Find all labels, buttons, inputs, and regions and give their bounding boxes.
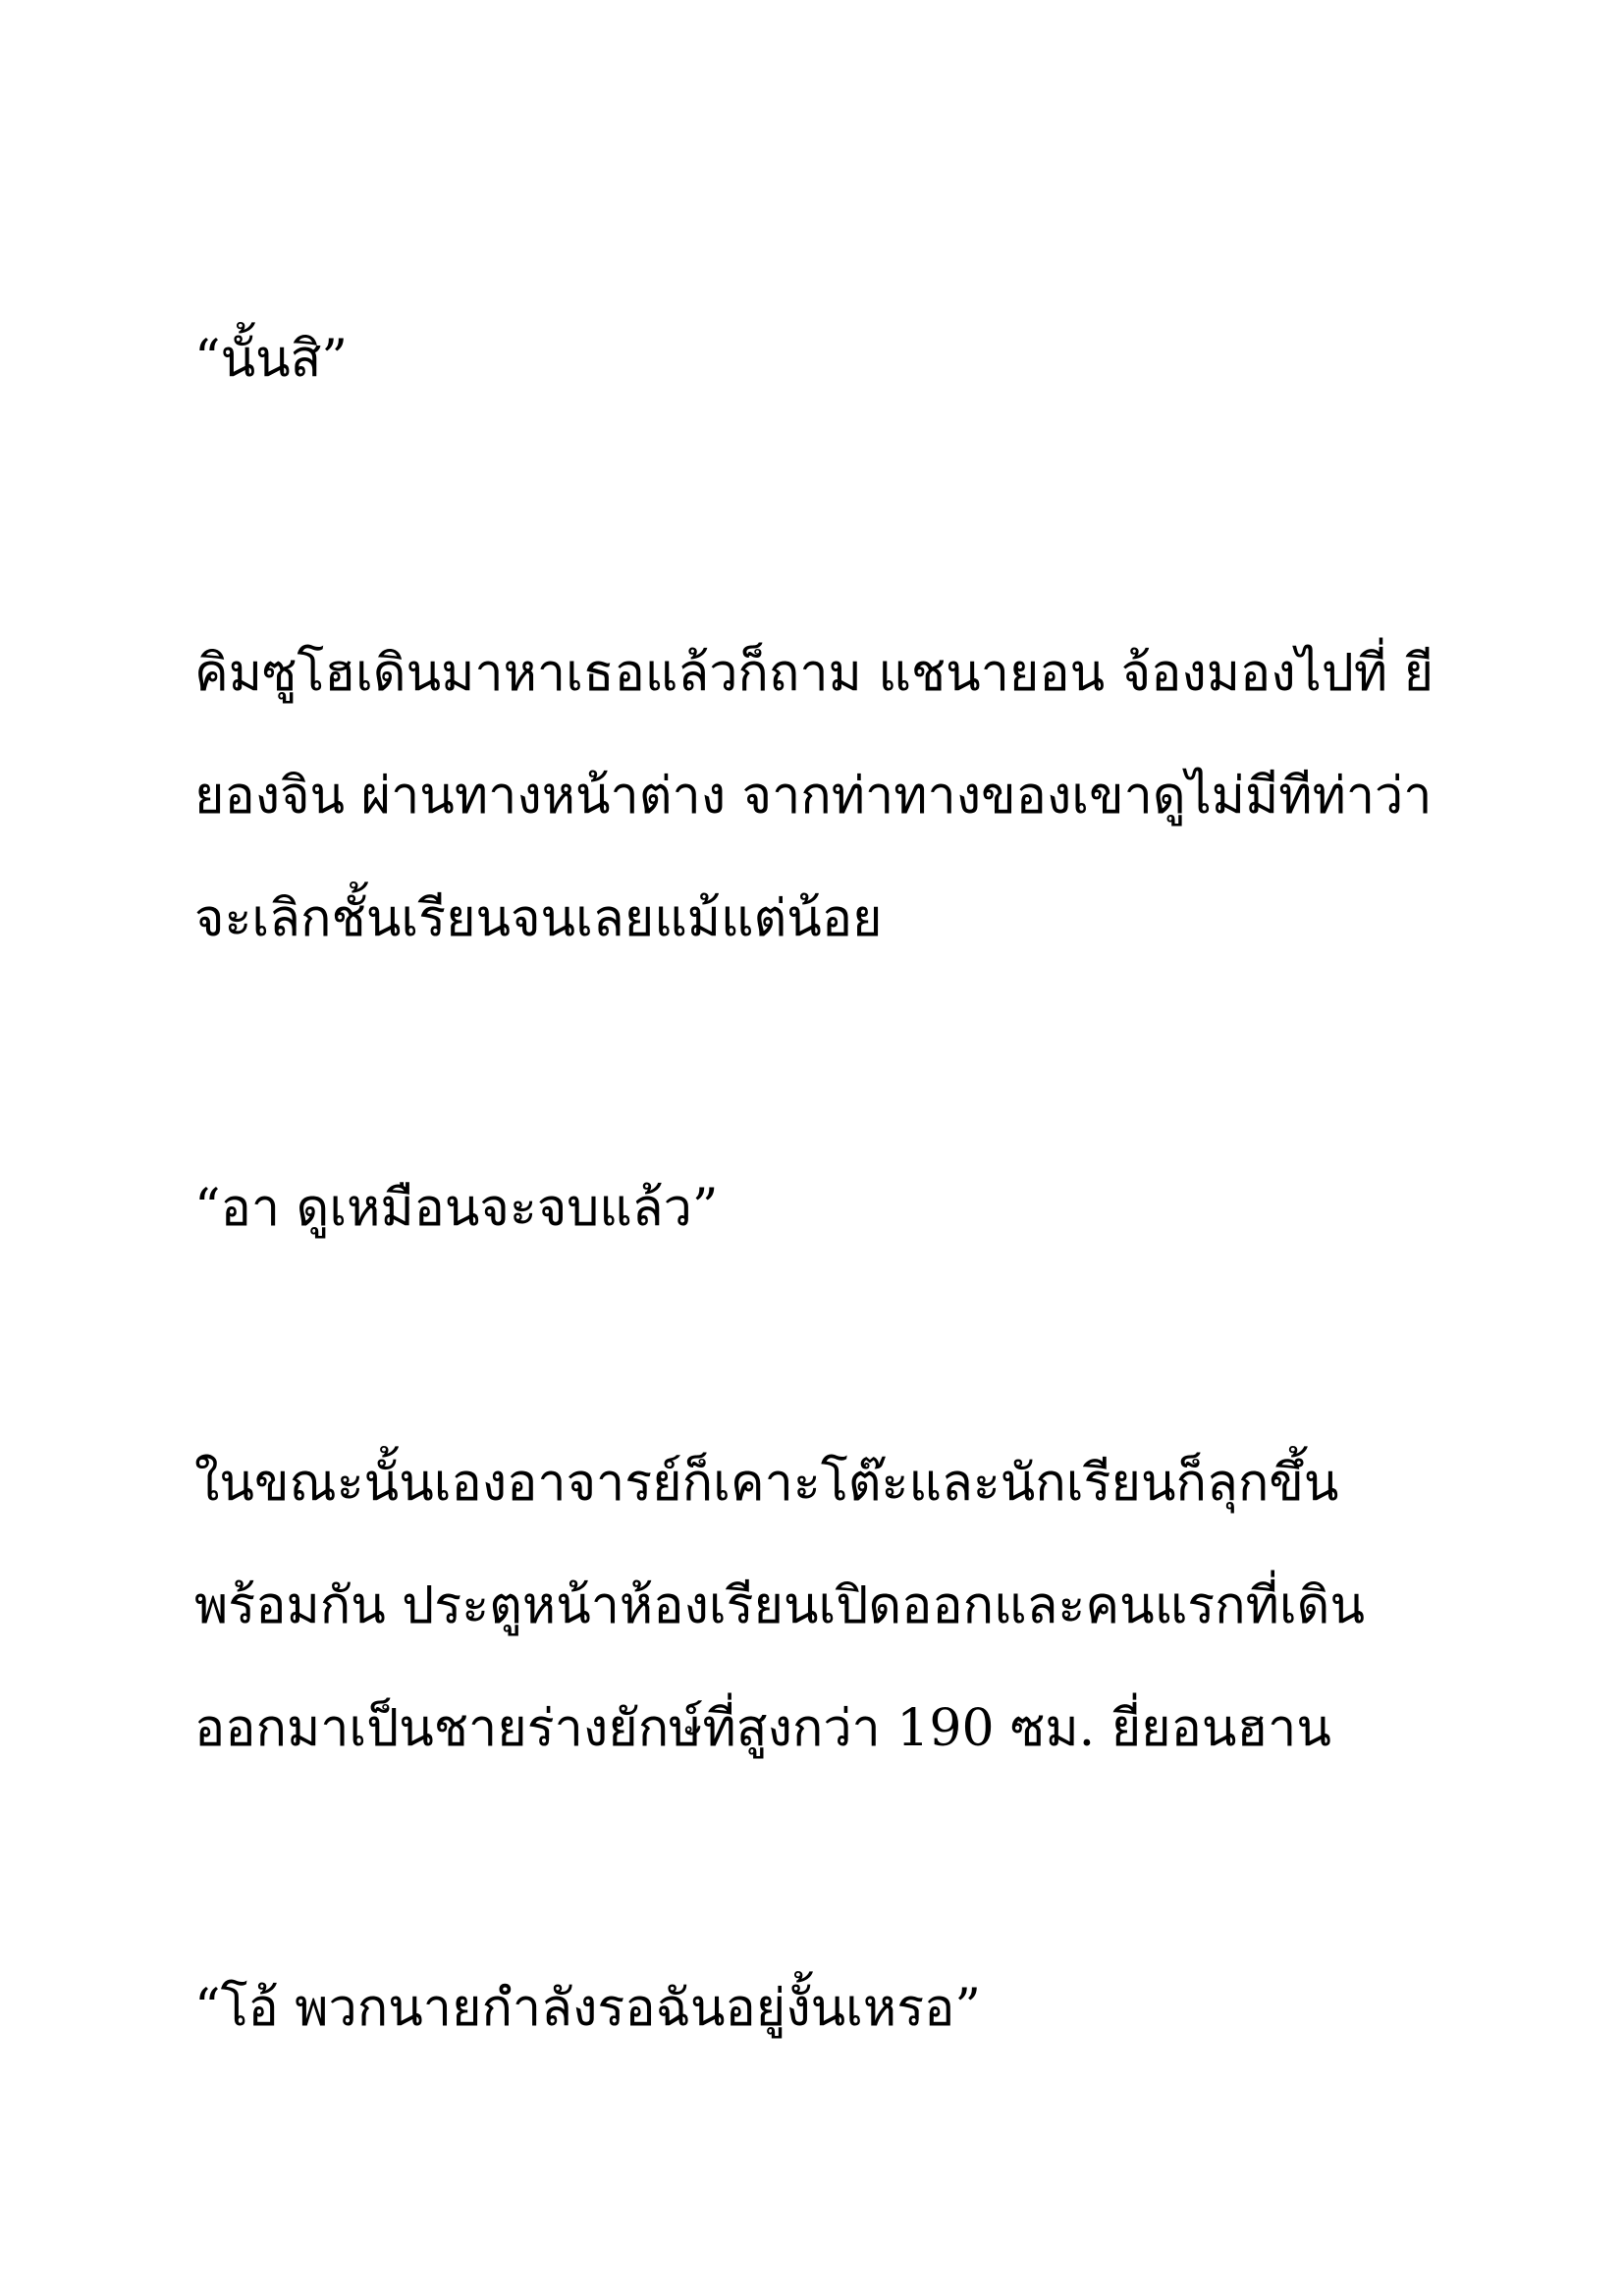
narration-line: ในขณะนั้นเองอาจารย์ก็เคาะโต๊ะและนักเรียนก็ลุกขึ้น (194, 1454, 1339, 1513)
dialogue-line: “อา ดูเหมือนจะจบแล้ว” (194, 1179, 719, 1238)
narration-line: ยองจิน ผ่านทางหน้าต่าง จากท่าทางของเขาดูไม่มีทีท่าว่า (194, 767, 1433, 826)
narration-line: พร้อมกัน ประตูหน้าห้องเรียนเปิดออกและคนแรกที่เดิน (194, 1576, 1365, 1635)
narration-line: คิมซูโฮเดินมาหาเธอแล้วก็ถาม แชนายอน จ้องมองไปที่ ยี (194, 644, 1435, 703)
dialogue-line: “นั้นสิ” (194, 330, 348, 389)
dialogue-line: “โอ้ พวกนายกำลังรอฉันอยู่งั้นเหรอ” (194, 1979, 981, 2038)
narration-line: ออกมาเป็นชายร่างยักษ์ที่สูงกว่า 190 ซม. ยี่ยอนฮาน (194, 1699, 1331, 1758)
narration-line: จะเลิกชั้นเรียนจนเลยแม้แต่น้อย (194, 889, 883, 948)
